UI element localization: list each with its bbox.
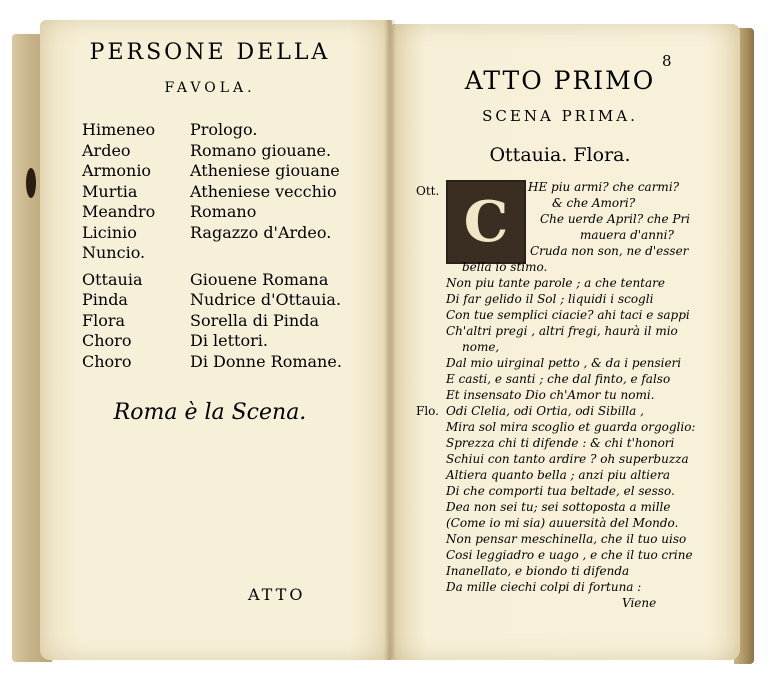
verse-line: Da mille ciechi colpi di fortuna :: [446, 580, 642, 594]
character-name: Choro: [82, 331, 132, 350]
cast-row: [82, 120, 362, 141]
cast-row: [82, 352, 362, 373]
character-name: Nuncio.: [82, 243, 146, 262]
cast-list-title: PERSONE DELLA: [89, 40, 331, 65]
verse-line: E casti, e santi ; che dal finto, e falso: [446, 372, 671, 386]
verse-line: Odi Clelia, odi Ortia, odi Sibilla ,: [446, 404, 644, 418]
verse-line: Cruda non son, ne d'esser: [530, 244, 689, 258]
verse-line: & che Amori?: [552, 196, 636, 210]
character-role: Atheniese vecchio: [190, 181, 337, 201]
verse-line: Dal mio uirginal petto , & da i pensieri: [446, 356, 682, 370]
cast-row: [82, 202, 362, 223]
verse-line: (Come io mi sia) auuersità del Mondo.: [446, 516, 679, 530]
scene-setting-note: Roma è la Scena.: [113, 400, 307, 425]
verse-line: Di che comporti tua beltade, el sesso.: [446, 484, 675, 498]
cast-row: [82, 290, 362, 311]
book-gutter: [384, 20, 396, 660]
verse-line: Cosi leggiadro e uago , e che il tuo crine: [446, 548, 693, 562]
verse-line: Sprezza chi ti difende : & chi t'honori: [446, 436, 675, 450]
verse-line: Et insensato Dio ch'Amor tu nomi.: [446, 388, 655, 402]
left-catchword: ATTO: [248, 585, 306, 604]
right-catchword: Viene: [622, 596, 657, 610]
character-name: Ottauia: [82, 269, 143, 289]
verse-line: Che uerde April? che Pri: [540, 212, 691, 226]
verse-line: HE piu armi? che carmi?: [528, 180, 680, 194]
verse-line: Altiera quanto bella ; anzi piu altiera: [446, 468, 670, 482]
character-name: Murtia: [82, 181, 138, 201]
verse-line: Non piu tante parole ; a che tentare: [446, 276, 665, 290]
speaker-label: Flo.: [416, 404, 439, 418]
character-role: Romano: [190, 202, 257, 221]
character-role: Di lettori.: [190, 331, 268, 350]
act-title: ATTO PRIMO: [464, 66, 656, 95]
ink-stain: [26, 168, 36, 198]
character-role: Di Donne Romane.: [190, 351, 342, 371]
speaker-label: Ott.: [416, 184, 440, 198]
cast-row: [82, 141, 362, 162]
character-name: Ardeo: [82, 140, 131, 160]
cast-list: [82, 120, 362, 372]
scene-title: SCENA PRIMA.: [482, 107, 638, 125]
character-role: [190, 243, 362, 264]
scene-characters: Ottauia. Flora.: [489, 144, 631, 166]
verse-line: bella io stimo.: [462, 260, 548, 274]
character-role: Ragazzo d'Ardeo.: [190, 222, 332, 242]
page-number: 8: [662, 52, 672, 70]
character-role: Prologo.: [190, 120, 258, 139]
character-name: Armonio: [82, 161, 152, 180]
verse-line: Ch'altri pregi , altri fregi, haurà il mio: [446, 324, 678, 338]
character-name: Himeneo: [82, 120, 156, 139]
character-name: Licinio: [82, 222, 137, 242]
cast-row: [82, 161, 362, 182]
cast-row: [82, 182, 362, 203]
cast-list-subtitle: FAVOLA.: [164, 80, 256, 96]
verse-line: Inanellato, e biondo ti difenda: [446, 564, 630, 578]
verse-line: mauera d'anni?: [580, 228, 674, 242]
character-name: Flora: [82, 310, 126, 330]
character-role: Nudrice d'Ottauia.: [190, 290, 342, 309]
character-name: Choro: [82, 351, 132, 371]
decorated-initial-letter: C: [446, 180, 526, 264]
cast-row: [82, 311, 362, 332]
verse-line: Di far gelido il Sol ; liquidi i scogli: [446, 292, 654, 306]
verse-line: Dea non sei tu; sei sottoposta a mille: [446, 500, 671, 514]
cast-row: [82, 243, 362, 264]
verse-line: Non pensar meschinella, che il tuo uiso: [446, 532, 687, 546]
character-name: Meandro: [82, 202, 156, 221]
cast-row: [82, 223, 362, 244]
character-name: Pinda: [82, 290, 128, 309]
character-role: Atheniese giouane: [190, 161, 340, 180]
verse-line: Mira sol mira scoglio et guarda orgoglio:: [446, 420, 696, 434]
cast-row: [82, 331, 362, 352]
character-role: Romano giouane.: [190, 140, 332, 160]
verse-line: Con tue semplici ciacie? ahi taci e sappi: [446, 308, 690, 322]
character-role: Sorella di Pinda: [190, 310, 319, 330]
cast-row: [82, 270, 362, 291]
verse-line: nome,: [462, 340, 500, 354]
verse-line: Schiui con tanto ardire ? oh superbuzza: [446, 452, 689, 466]
character-role: Giouene Romana: [190, 269, 329, 289]
